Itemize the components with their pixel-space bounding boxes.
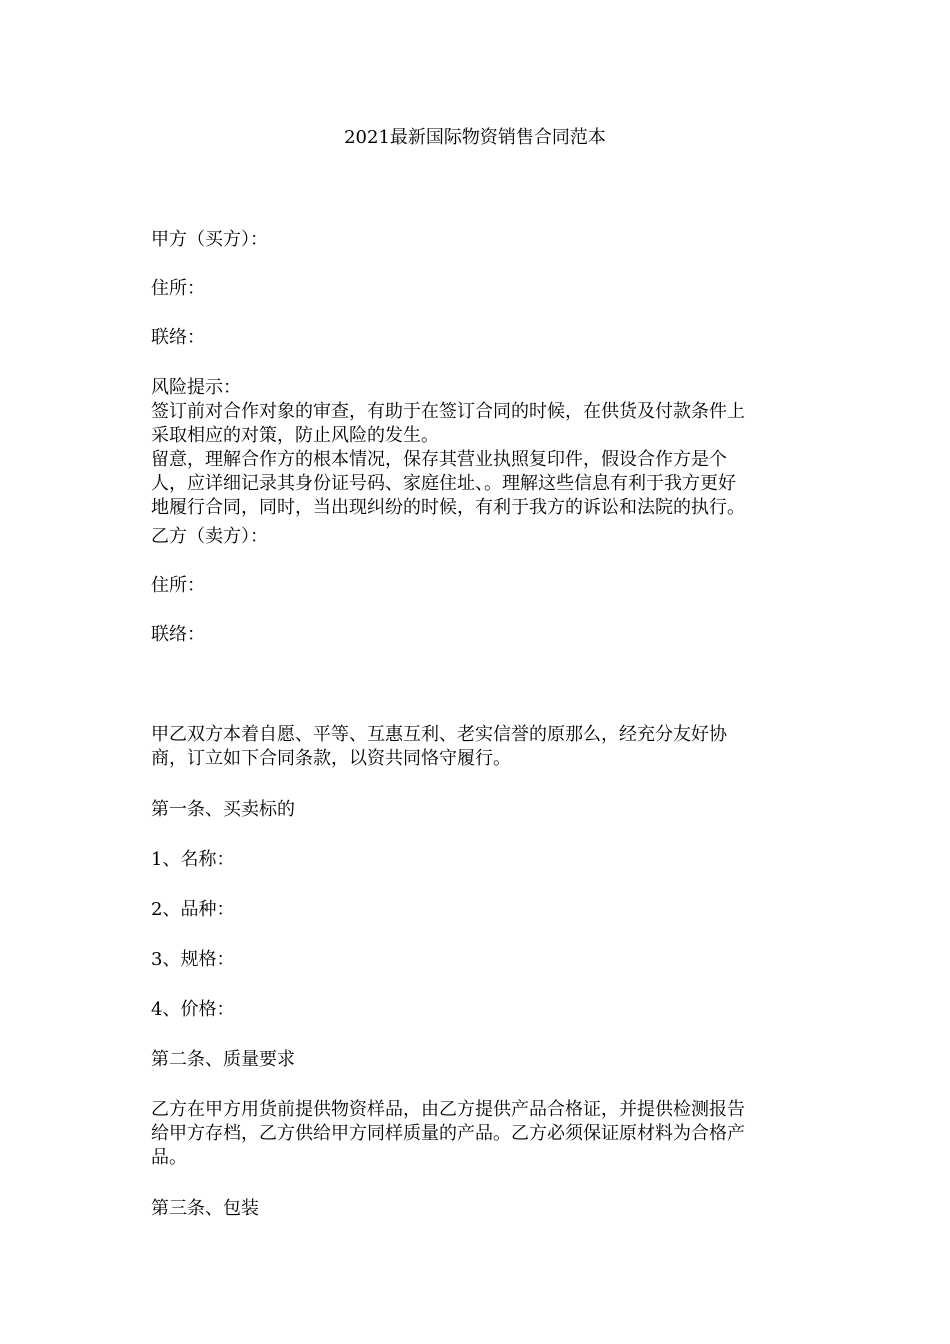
risk-line: 人，应详细记录其身份证号码、家庭住址、。理解这些信息有利于我方更好 (151, 473, 736, 494)
article-2-line: 品。 (151, 1147, 187, 1168)
article-3-heading: 第三条、包装 (151, 1198, 259, 1219)
party-b-contact: 联络： (151, 624, 205, 645)
risk-line: 采取相应的对策，防止风险的发生。 (151, 425, 439, 446)
party-b-address: 住所： (151, 575, 205, 596)
article-2-line: 乙方在甲方用货前提供物资样品，由乙方提供产品合格证，并提供检测报告 (151, 1099, 745, 1120)
risk-line: 留意，理解合作方的根本情况，保存其营业执照复印件，假设合作方是个 (151, 449, 727, 470)
document-title: 2021最新国际物资销售合同范本 (344, 127, 606, 148)
preamble-paragraph (151, 723, 801, 771)
article-1-item-spec: 3、规格： (151, 949, 235, 970)
risk-heading: 风险提示： (151, 377, 241, 398)
article-1-heading: 第一条、买卖标的 (151, 799, 295, 820)
risk-notice (151, 376, 801, 520)
party-a-label: 甲方（买方）： (151, 229, 268, 250)
party-a-address: 住所： (151, 278, 205, 299)
preamble-line: 商，订立如下合同条款，以资共同恪守履行。 (151, 748, 511, 769)
article-2-heading: 第二条、质量要求 (151, 1049, 295, 1070)
article-1-item-price: 4、价格： (151, 999, 235, 1020)
party-a-contact: 联络： (151, 327, 205, 348)
risk-line: 签订前对合作对象的审查，有助于在签订合同的时候，在供货及付款条件上 (151, 401, 745, 422)
party-b-label: 乙方（卖方）： (151, 526, 268, 547)
preamble-line: 甲乙双方本着自愿、平等、互惠互利、老实信誉的原那么，经充分友好协 (151, 724, 727, 745)
article-2-paragraph (151, 1098, 801, 1170)
article-1-item-variety: 2、品种： (151, 899, 235, 920)
article-1-item-name: 1、名称： (151, 849, 235, 870)
risk-line: 地履行合同，同时，当出现纠纷的时候，有利于我方的诉讼和法院的执行。 (151, 497, 745, 518)
article-2-line: 给甲方存档，乙方供给甲方同样质量的产品。乙方必须保证原材料为合格产 (151, 1123, 745, 1144)
